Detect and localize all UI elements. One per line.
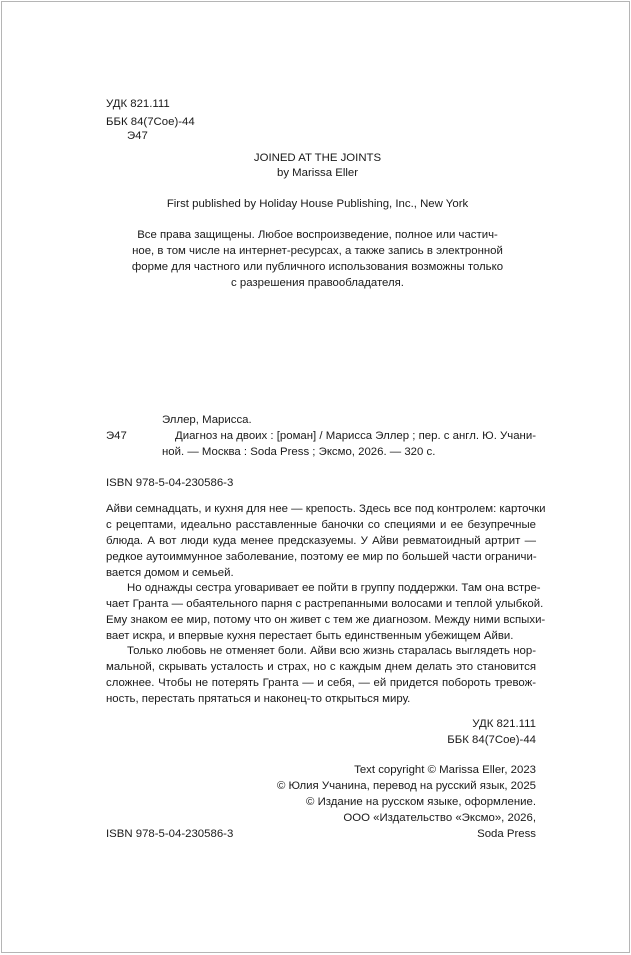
annotation-line: сложнее. Чтобы не потерять Гранта — и себя, — ей придется побороть тревож-	[106, 677, 536, 689]
bbk-code: ББК 84(7Сое)-44	[106, 116, 195, 128]
catalog-mark: Э47	[106, 430, 127, 442]
copyright-line: Soda Press	[477, 828, 536, 840]
annotation-line: Айви семнадцать, и кухня для нее — крепость. Здесь все под контролем: карточки	[106, 503, 546, 515]
udk-code: УДК 821.111	[106, 98, 170, 110]
footer-bbk-code: ББК 84(7Сое)-44	[447, 734, 536, 746]
annotation-line: блюда. А вот люди куда менее предсказуемы. У Айви ревматоидный артрит —	[106, 535, 536, 547]
copyright-line: © Издание на русском языке, оформление.	[306, 796, 536, 808]
footer-isbn: ISBN 978-5-04-230586-3	[106, 828, 234, 840]
first-published-note: First published by Holiday House Publishing, Inc., New York	[166, 198, 469, 210]
annotation-line: Но однажды сестра уговаривает ее пойти в группу поддержки. Там она встре-	[127, 582, 541, 594]
copyright-line: © Юлия Учанина, перевод на русский язык, 2025	[276, 780, 536, 792]
rights-line: с разрешения правообладателя.	[231, 277, 404, 289]
copyright-line: ООО «Издательство «Эксмо», 2026,	[343, 812, 536, 824]
annotation-line: вает искра, и впервые кухня перестает быть единственным убежищем Айви.	[106, 630, 514, 642]
annotation-line: ность, перестать прятаться и наконец-то открыться миру.	[106, 693, 411, 705]
rights-line: форме для частного или публичного использования возможны только	[131, 261, 504, 273]
annotation-line: Только любовь не отменяет боли. Айви всю жизнь старалась выглядеть нор-	[127, 645, 536, 657]
original-title: JOINED AT THE JOINTS	[253, 152, 382, 164]
annotation-line: чает Гранта — обаятельного парня с растрепанными волосами и теплой улыбкой.	[106, 598, 544, 610]
author-mark: Э47	[127, 130, 148, 142]
rights-line: ное, в том числе на интернет-ресурсах, а также запись в электронной	[132, 245, 503, 257]
footer-udk-code: УДК 821.111	[472, 718, 536, 730]
copyright-line: Text copyright © Marissa Eller, 2023	[354, 764, 536, 776]
copyright-page	[1, 1, 630, 953]
catalog-description-line: Диагноз на двоих : [роман] / Марисса Эллер ; пер. с англ. Ю. Учани-	[175, 430, 536, 442]
catalog-author-heading: Эллер, Марисса.	[162, 414, 252, 426]
annotation-line: с рецептами, идеально расставленные баночки со специями и ее безупречные	[106, 519, 536, 531]
catalog-description-line: ной. — Москва : Soda Press ; Эксмо, 2026. — 320 с.	[162, 446, 436, 458]
rights-line: Все права защищены. Любое воспроизведение, полное или частич-	[137, 229, 498, 241]
annotation-line: вается домом и семьей.	[106, 567, 234, 579]
annotation-line: мальной, скрывать усталость и страх, но с каждым днем делать это становится	[106, 661, 536, 673]
catalog-isbn: ISBN 978-5-04-230586-3	[106, 477, 234, 489]
annotation-line: редкое аутоиммунное заболевание, поэтому ее мир по большей части ограничи-	[106, 551, 537, 563]
annotation-line: Ему знаком ее мир, потому что он живет с тем же диагнозом. Между ними вспыхи-	[106, 614, 546, 626]
original-byline: by Marissa Eller	[276, 167, 359, 179]
